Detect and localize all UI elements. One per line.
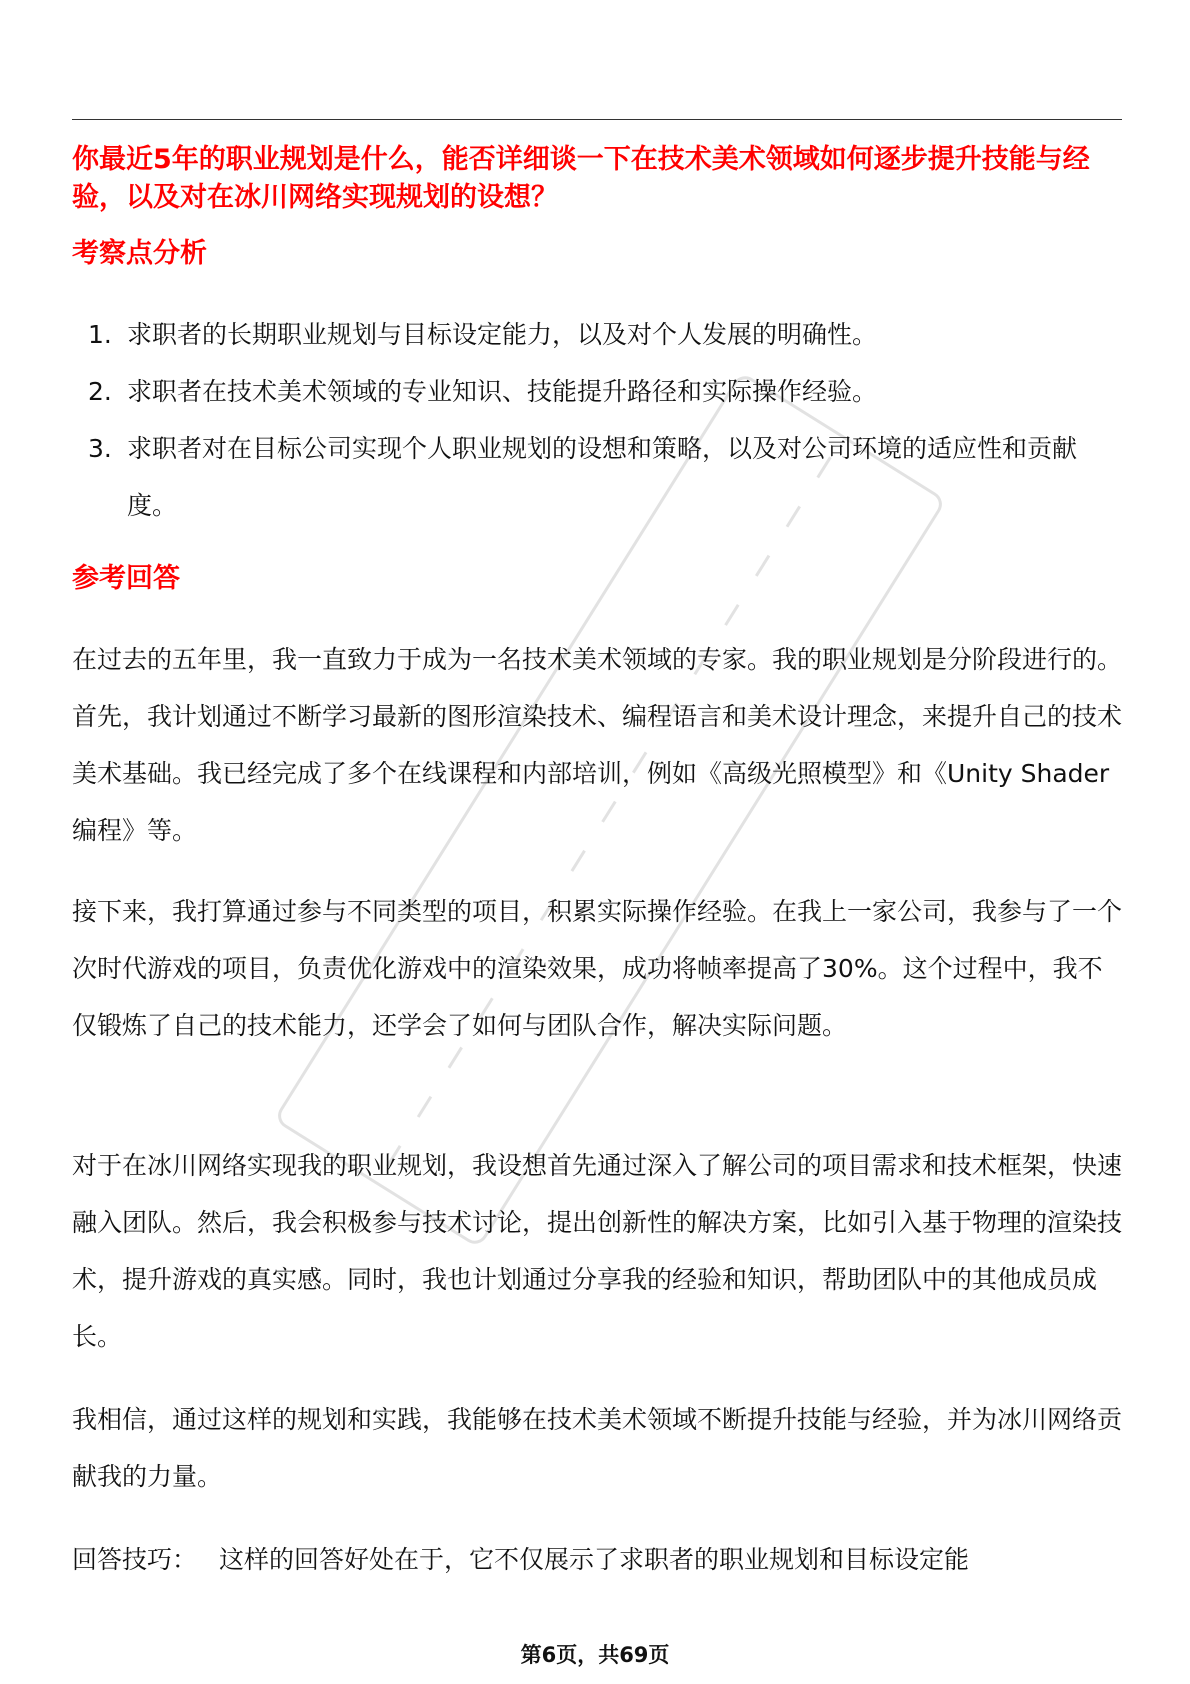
page-number: 第6页，共69页 xyxy=(520,1643,670,1667)
analysis-point xyxy=(72,306,1122,363)
tip-label: 回答技巧： xyxy=(72,1545,198,1574)
analysis-point xyxy=(72,363,1122,420)
tip-text: 这样的回答好处在于，它不仅展示了求职者的职业规划和目标设定能 xyxy=(219,1545,970,1574)
document-page xyxy=(72,0,1122,1684)
analysis-heading: 考察点分析 xyxy=(72,238,207,269)
answer-paragraph: 对于在冰川网络实现我的职业规划，我设想首先通过深入了解公司的项目需求和技术框架，快速融入团队。然后，我会积极参与技术讨论，提出创新性的解决方案，比如引入基于物理的渲染技术，提升游戏的真实感。同时，我也计划通过分享我的经验和知识，帮助团队中的其他成员成长。 xyxy=(72,1151,1123,1351)
answer-paragraph: 接下来，我打算通过参与不同类型的项目，积累实际操作经验。在我上一家公司，我参与了一个次时代游戏的项目，负责优化游戏中的渲染效果，成功将帧率提高了30%。这个过程中，我不仅锻炼了自己的技术能力，还学会了如何与团队合作，解决实际问题。 xyxy=(72,897,1123,1040)
list-number: 1. xyxy=(88,320,112,349)
analysis-point-text: 求职者的长期职业规划与目标设定能力，以及对个人发展的明确性。 xyxy=(127,320,878,349)
list-number: 2. xyxy=(88,377,112,406)
list-number: 3. xyxy=(88,434,112,463)
top-divider xyxy=(72,119,1122,120)
analysis-list xyxy=(72,306,1122,534)
answer-heading: 参考回答 xyxy=(72,563,180,594)
analysis-point xyxy=(72,420,1122,534)
analysis-point-text: 求职者对在目标公司实现个人职业规划的设想和策略，以及对公司环境的适应性和贡献度。 xyxy=(127,434,1078,520)
answer-paragraph: 我相信，通过这样的规划和实践，我能够在技术美术领域不断提升技能与经验，并为冰川网络贡献我的力量。 xyxy=(72,1405,1123,1491)
answer-paragraph: 在过去的五年里，我一直致力于成为一名技术美术领域的专家。我的职业规划是分阶段进行的。首先，我计划通过不断学习最新的图形渲染技术、编程语言和美术设计理念，来提升自己的技术美术基础。我已经完成了多个在线课程和内部培训，例如《高级光照模型》和《Unity Shader编程》等。 xyxy=(72,645,1123,845)
answer-tip xyxy=(72,1531,1122,1588)
question-title: 你最近5年的职业规划是什么，能否详细谈一下在技术美术领域如何逐步提升技能与经验，以及对在冰川网络实现规划的设想？ xyxy=(72,144,1090,213)
analysis-point-text: 求职者在技术美术领域的专业知识、技能提升路径和实际操作经验。 xyxy=(127,377,878,406)
